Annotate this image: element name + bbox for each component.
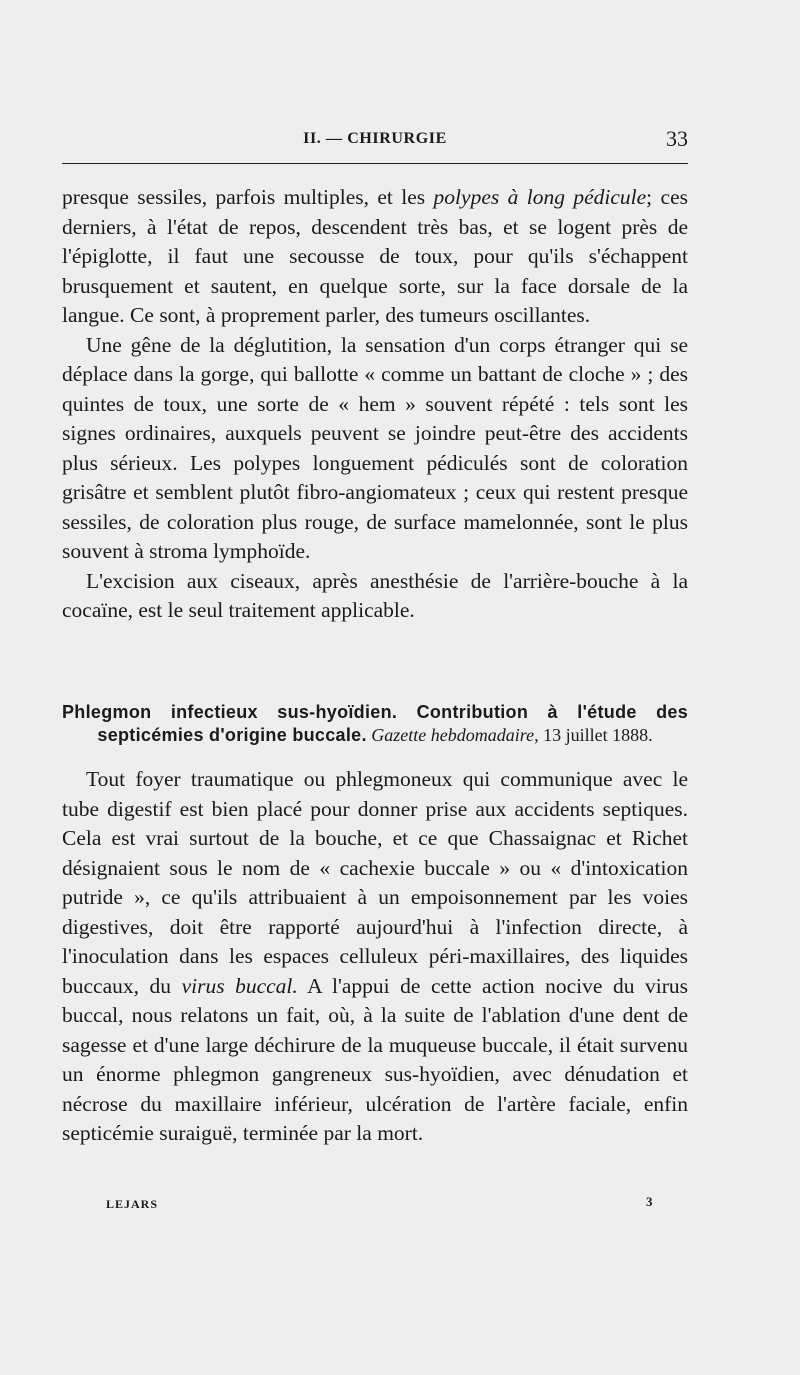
paragraph-polypes-emphasis: polypes à long pédicule: [433, 185, 647, 209]
paragraph-phlegmon-start: Tout foyer traumatique ou phlegmoneux qui communique avec le tube digestif est bien placé pour donner prise aux accidents septiques. Cela est vrai surtout de la bouche, et ce que Chassaignac et Richet désignaient sous le nom de « cachexie buccale » ou « d'intoxication putride », ce qu'ils attribuaient à un empoisonnement par les voies digestives, doit être rapporté aujourd'hui à l'infection directe, à l'inoculation dans les espaces celluleux péri-maxillaires, des liquides buccaux, du: [62, 767, 688, 998]
body-text-top: [62, 183, 688, 626]
section-journal: Gazette hebdomadaire,: [371, 725, 539, 745]
section-title: Phlegmon infectieux sus-hyoïdien. Contribution à l'étude des septicémies d'origine buccale.: [62, 702, 688, 745]
paragraph-phlegmon: [62, 765, 688, 1149]
footer-signature: LEJARS: [106, 1197, 159, 1211]
page-number: 33: [666, 126, 688, 151]
paragraph-treatment: L'excision aux ciseaux, après anesthésie de l'arrière-bouche à la cocaïne, est le seul traitement applicable.: [62, 568, 688, 622]
paragraph-phlegmon-emphasis: virus buccal.: [181, 973, 298, 998]
section-heading: [62, 701, 688, 747]
running-head: [62, 126, 688, 156]
section-date: 13 juillet 1888.: [543, 725, 653, 745]
body-text-bottom: [62, 765, 688, 1149]
paragraph-polypes-start: presque sessiles, parfois multiples, et les: [62, 185, 434, 209]
paragraph-symptoms: Une gêne de la déglutition, la sensation d'un corps étranger qui se déplace dans la gorge, qui ballotte « comme un battant de cloche » ; des quintes de toux, une sorte de « hem » souvent répété : tels sont les signes ordinaires, auxquels peuvent se joindre peut-être des accidents plus sérieux. Les polypes longuement pédiculés sont de coloration grisâtre et semblent plutôt fibro-angiomateux ; ceux qui restent presque sessiles, de coloration plus rouge, de surface mamelonnée, sont le plus souvent à stroma lymphoïde.: [62, 332, 688, 563]
paragraph-polypes: [62, 183, 688, 331]
footer-sheet-number: 3: [646, 1194, 653, 1209]
paragraph-polypes-end: ; ces derniers, à l'état de repos, descendent très bas, et se logent près de l'épiglotte, il faut une secousse de toux, pour qu'ils s'échappent brusquement et sautent, en quelque sorte, sur la face dorsale de la langue. Ce sont, à proprement parler, des tumeurs oscillantes.: [62, 185, 688, 327]
running-title: II. — CHIRURGIE: [303, 130, 447, 147]
paragraph-phlegmon-end: A l'appui de cette action nocive du virus buccal, nous relatons un fait, où, à la suite de l'ablation d'une dent de sagesse et d'une large déchirure de la muqueuse buccale, il était survenu un énorme phlegmon gangreneux sus-hyoïdien, avec dénudation et nécrose du maxillaire inférieur, ulcération de l'artère faciale, enfin septicémie suraiguë, terminée par la mort.: [62, 973, 688, 1145]
header-rule: [62, 163, 688, 164]
